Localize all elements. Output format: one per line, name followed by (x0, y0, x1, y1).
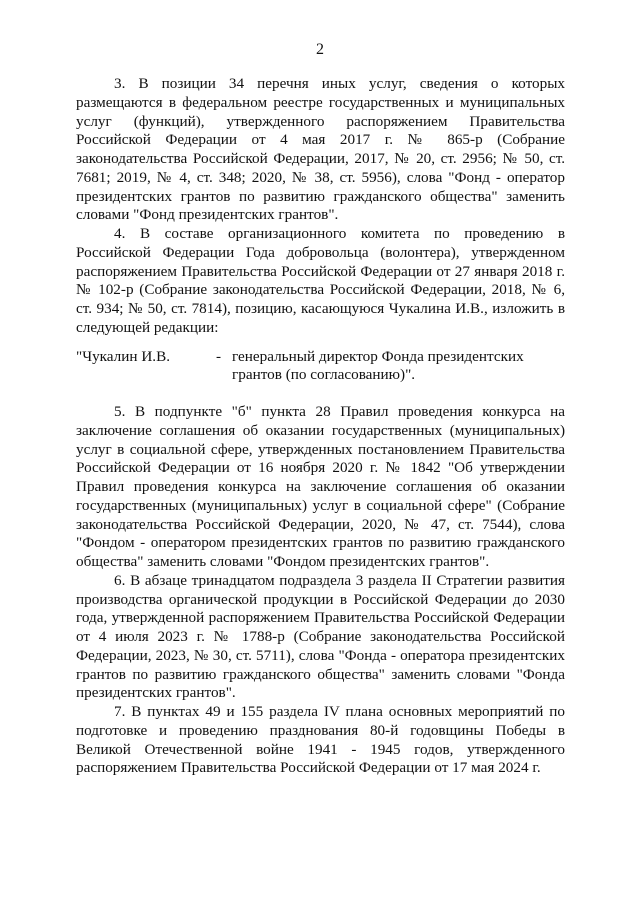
page-number: 2 (316, 41, 324, 58)
committee-entry-name: "Чукалин И.В. (76, 347, 171, 365)
paragraph-5: 5. В подпункте "б" пункта 28 Правил проведения конкурса на заключение соглашения об оказании государственных (муниципальных) услуг в социальной сфере, утвержденных постановлением Правительства Российской Федерации от 16 ноября 2020 г. № 1842 "Об утверждении Правил проведения конкурса на заключение соглашения об оказании государственных (муниципальных) услуг в социальной сфере" (Собрание законодательства Российской Федерации, 2020, № 47, ст. 7544), слова "Фондом - оператором президентских грантов по развитию гражданского общества" заменить словами "Фондом президентских грантов". (76, 403, 565, 570)
spacer (76, 385, 565, 403)
paragraph-6: 6. В абзаце тринадцатом подраздела 3 раздела II Стратегии развития производства органической продукции в Российской Федерации до 2030 года, утвержденной распоряжением Правительства Российской Федерации от 4 июля 2023 г. № 1788-р (Собрание законодательства Российской Федерации, 2023, № 30, ст. 5711), слова "Фонда - оператора президентских грантов по развитию гражданского общества" заменить словами "Фонда президентских грантов". (76, 571, 565, 702)
paragraph-3: 3. В позиции 34 перечня иных услуг, сведения о которых размещаются в федеральном реестре государственных и муниципальных услуг (функций), утвержденного распоряжением Правительства Российской Федерации от 4 мая 2017 г. № 865-р (Собрание законодательства Российской Федерации, 2017, № 20, ст. 2956; № 50, ст. 7681; 2019, № 4, ст. 348; 2020, № 38, ст. 5956), слова "Фонд - оператор президентских грантов по развитию гражданского общества" заменить словами "Фонд президентских грантов". (76, 75, 565, 224)
committee-entry-description: генеральный директор Фонда президентских грантов (по согласованию)". (232, 347, 524, 384)
paragraph-4: 4. В составе организационного комитета по проведению в Российской Федерации Года добровольца (волонтера), утвержденном распоряжением Правительства Российской Федерации от 27 января 2018 г. № 102-р (Собрание законодательства Российской Федерации, 2018, № 6, ст. 934; № 50, ст. 7814), позицию, касающуюся Чукалина И.В., изложить в следующей редакции: (76, 225, 565, 336)
paragraph-7: 7. В пунктах 49 и 155 раздела IV плана основных мероприятий по подготовке и проведению празднования 80-й годовщины Победы в Великой Отечественной войне 1941 - 1945 годов, утвержденного распоряжением Правительства Российской Федерации от 17 мая 2024 г. (76, 703, 565, 777)
committee-entry-dash: - (216, 347, 222, 365)
spacer (76, 338, 565, 348)
document-body (76, 75, 565, 778)
committee-entry (76, 348, 565, 386)
